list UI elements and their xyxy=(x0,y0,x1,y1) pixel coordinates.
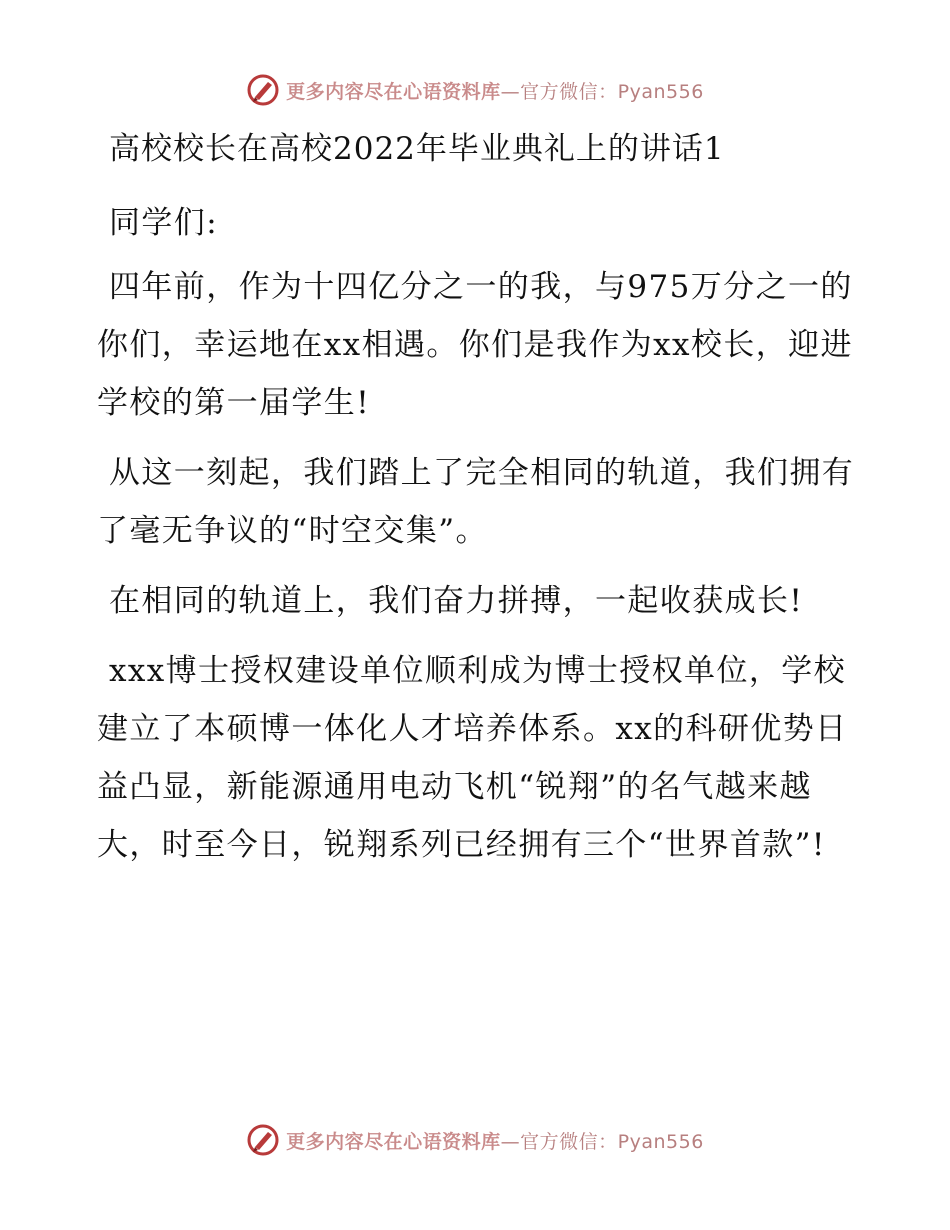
pen-logo-icon xyxy=(246,73,280,107)
watermark-sub-text: —官方微信：Pyan556 xyxy=(500,1130,704,1153)
paragraph-2: 从这一刻起，我们踏上了完全相同的轨道，我们拥有了毫无争议的“时空交集”。 xyxy=(97,455,855,549)
watermark-main-text: 更多内容尽在心语资料库 xyxy=(286,80,501,103)
document-body xyxy=(97,126,857,886)
paragraph-greeting: 同学们: xyxy=(109,205,219,241)
paragraph-1: 四年前，作为十四亿分之一的我，与975万分之一的你们，幸运地在xx相遇。你们是我作为xx校长，迎进学校的第一届学生! xyxy=(97,269,853,421)
pen-logo-icon xyxy=(246,1123,280,1157)
header-watermark xyxy=(0,70,950,110)
watermark-main-text: 更多内容尽在心语资料库 xyxy=(286,1130,501,1153)
document-title: 高校校长在高校2022年毕业典礼上的讲话1 xyxy=(109,131,725,167)
paragraph-4: xxx博士授权建设单位顺利成为博士授权单位，学校建立了本硕博一体化人才培养体系。xx的科研优势日益凸显，新能源通用电动飞机“锐翔”的名气越来越大，时至今日，锐翔系列已经拥有三个“世界首款”! xyxy=(97,653,848,863)
footer-watermark xyxy=(0,1120,950,1160)
watermark-sub-text: —官方微信：Pyan556 xyxy=(500,80,704,103)
paragraph-3: 在相同的轨道上，我们奋力拼搏，一起收获成长! xyxy=(109,583,804,619)
